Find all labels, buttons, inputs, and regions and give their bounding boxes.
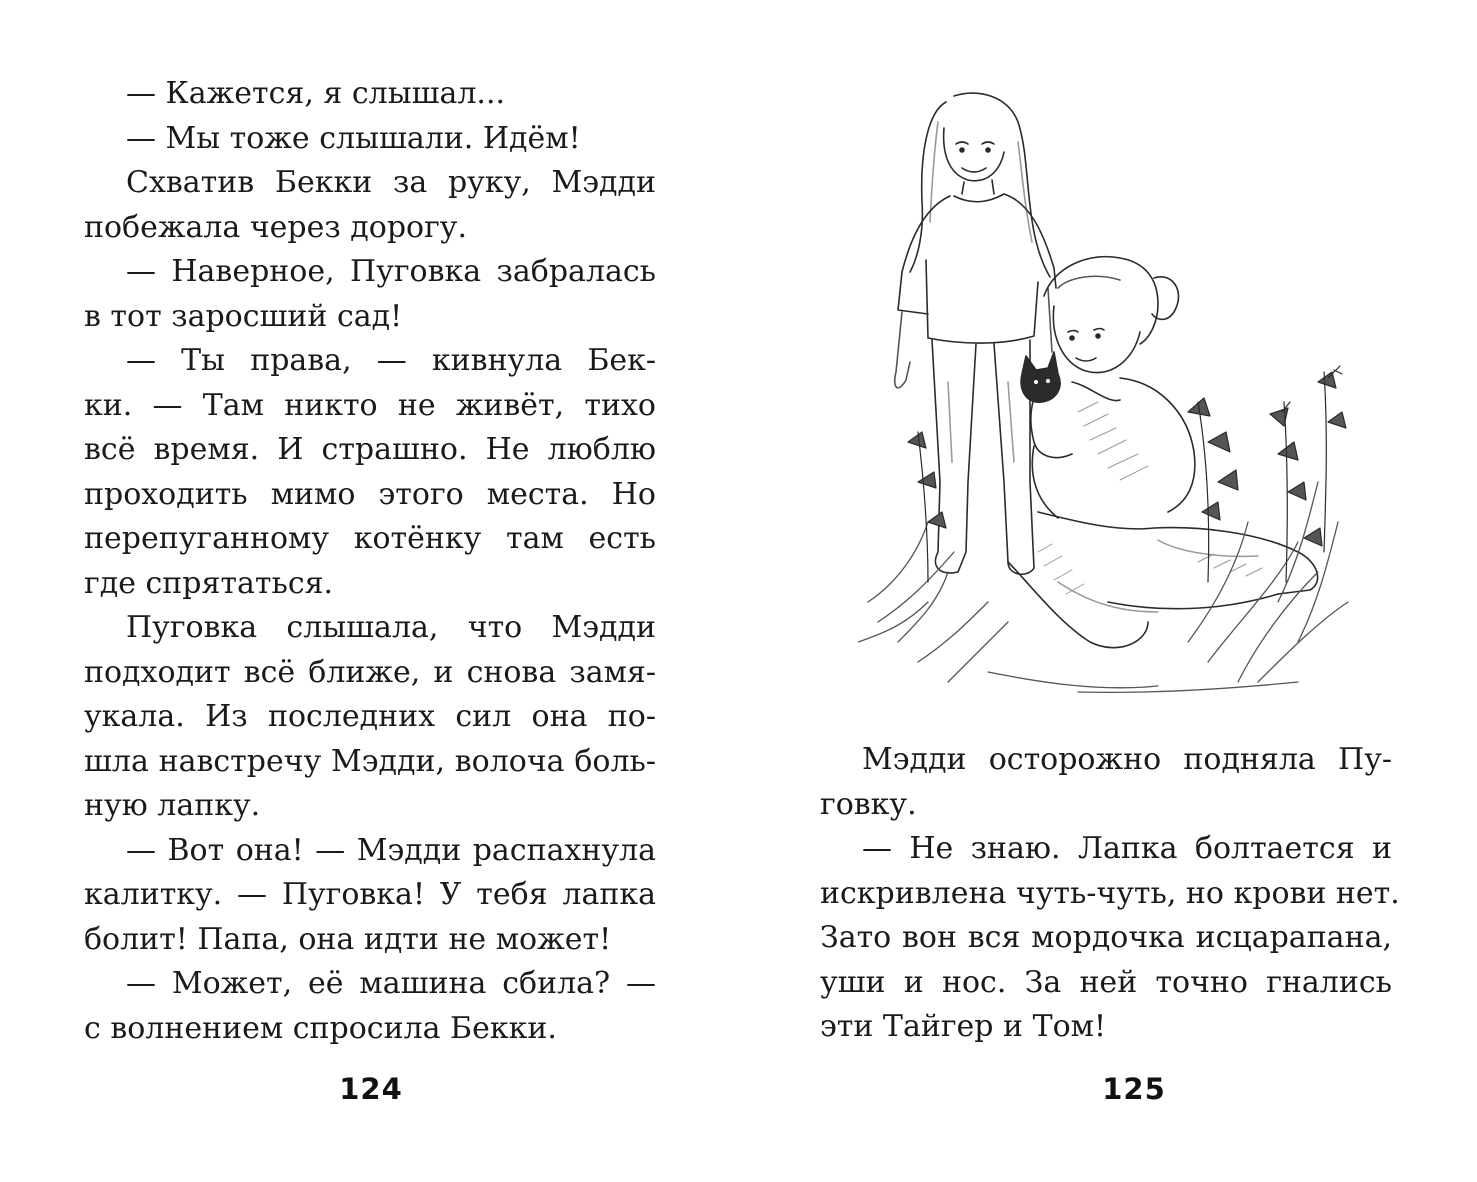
text-line: подходит всё ближе, и снова замя- bbox=[84, 654, 656, 690]
text-line: — Ты права, — кивнула Бек- bbox=[126, 343, 656, 378]
text-line: — Может, её машина сбила? — bbox=[126, 966, 656, 1001]
page-number-right: 125 bbox=[1102, 1072, 1166, 1106]
text-line: ную лапку. bbox=[84, 788, 261, 823]
text-line: в тот заросший сад! bbox=[84, 298, 403, 334]
text-line: где спрятаться. bbox=[84, 565, 334, 601]
right-page bbox=[738, 0, 1477, 1182]
text-line: Зато вон вся мордочка исцарапана, bbox=[820, 920, 1392, 955]
right-page-text bbox=[820, 738, 1400, 1050]
text-line: — Не знаю. Лапка болтается и bbox=[862, 831, 1392, 866]
left-page bbox=[0, 0, 738, 1182]
text-line: говку. bbox=[820, 786, 917, 822]
text-line: уши и нос. За ней точно гнались bbox=[820, 964, 1392, 1000]
text-line: искривлена чуть-чуть, но крови нет. bbox=[820, 875, 1400, 911]
text-line: — Наверное, Пуговка забралась bbox=[126, 254, 656, 289]
text-line: укала. Из последних сил она по- bbox=[84, 699, 656, 734]
left-page-text bbox=[84, 72, 656, 1051]
text-line: перепуганному котёнку там есть bbox=[84, 521, 656, 556]
text-line: — Вот она! — Мэдди распахнула bbox=[126, 832, 656, 868]
text-line: Схватив Бекки за руку, Мэдди bbox=[126, 165, 656, 200]
text-line: — Кажется, я слышал... bbox=[126, 76, 506, 111]
text-line: болит! Папа, она идти не может! bbox=[84, 921, 612, 957]
text-line: — Мы тоже слышали. Идём! bbox=[126, 120, 581, 156]
text-line: калитку. — Пуговка! У тебя лапка bbox=[84, 877, 656, 912]
text-line: шла навстречу Мэдди, волоча боль- bbox=[84, 743, 656, 779]
text-line: всё время. И страшно. Не люблю bbox=[84, 432, 656, 467]
text-line: проходить мимо этого места. Но bbox=[84, 476, 656, 512]
page-number-left: 124 bbox=[339, 1072, 403, 1106]
text-line: с волнением спросила Бекки. bbox=[84, 1010, 557, 1046]
text-line: Мэдди осторожно подняла Пу- bbox=[862, 742, 1392, 777]
text-line: Пуговка слышала, что Мэдди bbox=[126, 610, 656, 645]
text-line: побежала через дорогу. bbox=[84, 209, 467, 245]
text-line: ки. — Там никто не живёт, тихо bbox=[84, 387, 656, 423]
text-line: эти Тайгер и Том! bbox=[820, 1009, 1107, 1044]
girls-with-kitten-drawing-icon bbox=[858, 82, 1358, 702]
